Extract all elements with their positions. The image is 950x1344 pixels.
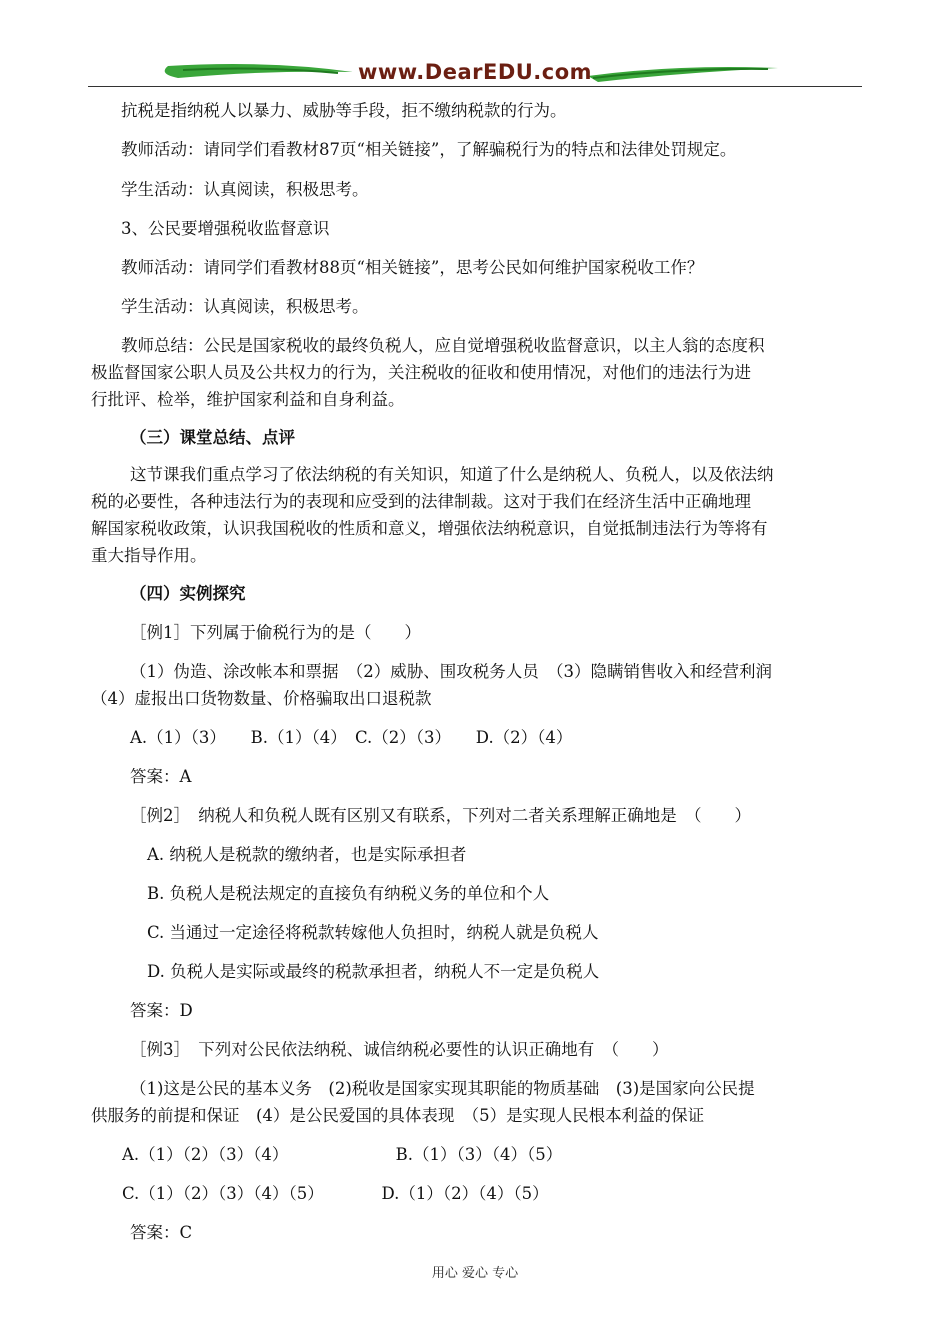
page-footer: 用心 爱心 专心 (431, 1266, 519, 1281)
text-line: ［例1］下列属于偷税行为的是（ ） (130, 623, 421, 642)
text-line: 教师活动：请同学们看教材87页“相关链接”，了解骗税行为的特点和法律处罚规定。 (121, 140, 737, 159)
text-line: 极监督国家公职人员及公共权力的行为，关注税收的征收和使用情况，对他们的违法行为进 (91, 363, 751, 382)
text-line: C. 当通过一定途径将税款转嫁他人负担时，纳税人就是负税人 (147, 923, 599, 942)
text-line: （1)这是公民的基本义务 (2)税收是国家实现其职能的物质基础 (3)是国家向公民提 (130, 1079, 755, 1098)
text-line: ［例2］ 纳税人和负税人既有区别又有联系，下列对二者关系理解正确地是 （ ） (130, 806, 751, 825)
text-line: 重大指导作用。 (91, 546, 207, 565)
text-line: 抗税是指纳税人以暴力、威胁等手段，拒不缴纳税款的行为。 (121, 101, 567, 120)
text-line: 供服务的前提和保证 (4）是公民爱国的具体表现 （5）是实现人民根本利益的保证 (91, 1106, 705, 1125)
text-line: ［例3］ 下列对公民依法纳税、诚信纳税必要性的认识正确地有 （ ） (130, 1040, 669, 1059)
text-line: C.（1）（2）（3）（4）（5） D.（1）（2）（4）（5） (122, 1184, 549, 1203)
text-line: D. 负税人是实际或最终的税款承担者，纳税人不一定是负税人 (147, 962, 600, 981)
text-line: 行批评、检举，维护国家利益和自身利益。 (91, 390, 405, 409)
text-line: 学生活动：认真阅读，积极思考。 (121, 297, 369, 316)
text-line: 解国家税收政策，认识我国税收的性质和意义，增强依法纳税意识，自觉抵制违法行为等将有 (91, 519, 768, 538)
section-heading: （三）课堂总结、点评 (130, 428, 295, 447)
text-line: 答案：A (130, 767, 192, 786)
text-line: A. 纳税人是税款的缴纳者，也是实际承担者 (147, 845, 467, 864)
header-rule (88, 86, 862, 87)
text-line: 这节课我们重点学习了依法纳税的有关知识，知道了什么是纳税人、负税人，以及依法纳 (130, 465, 774, 484)
text-line: 教师活动：请同学们看教材88页“相关链接”，思考公民如何维护国家税收工作？ (121, 258, 704, 277)
section-heading: （四）实例探究 (130, 584, 246, 603)
text-line: 教师总结：公民是国家税收的最终负税人，应自觉增强税收监督意识，以主人翁的态度积 (121, 336, 765, 355)
text-line: A.（1）（3） B.（1）（4） C.（2）（3） D.（2）（4） (130, 728, 573, 747)
text-line: （1）伪造、涂改帐本和票据 （2）威胁、围攻税务人员 （3）隐瞒销售收入和经营利润 (130, 662, 772, 681)
text-line: 答案：D (130, 1001, 193, 1020)
text-line: A.（1）（2）（3）（4） B.（1）（3）（4）（5） (122, 1145, 563, 1164)
text-line: 答案：C (130, 1223, 193, 1242)
text-line: 学生活动：认真阅读，积极思考。 (121, 180, 369, 199)
site-logo-text: www.DearEDU.com (357, 60, 593, 84)
text-line: 税的必要性，各种违法行为的表现和应受到的法律制裁。这对于我们在经济生活中正确地理 (91, 492, 751, 511)
text-line: B. 负税人是税法规定的直接负有纳税义务的单位和个人 (147, 884, 550, 903)
text-line: （4）虚报出口货物数量、价格骗取出口退税款 (91, 689, 432, 708)
text-line: 3、公民要增强税收监督意识 (121, 219, 330, 238)
